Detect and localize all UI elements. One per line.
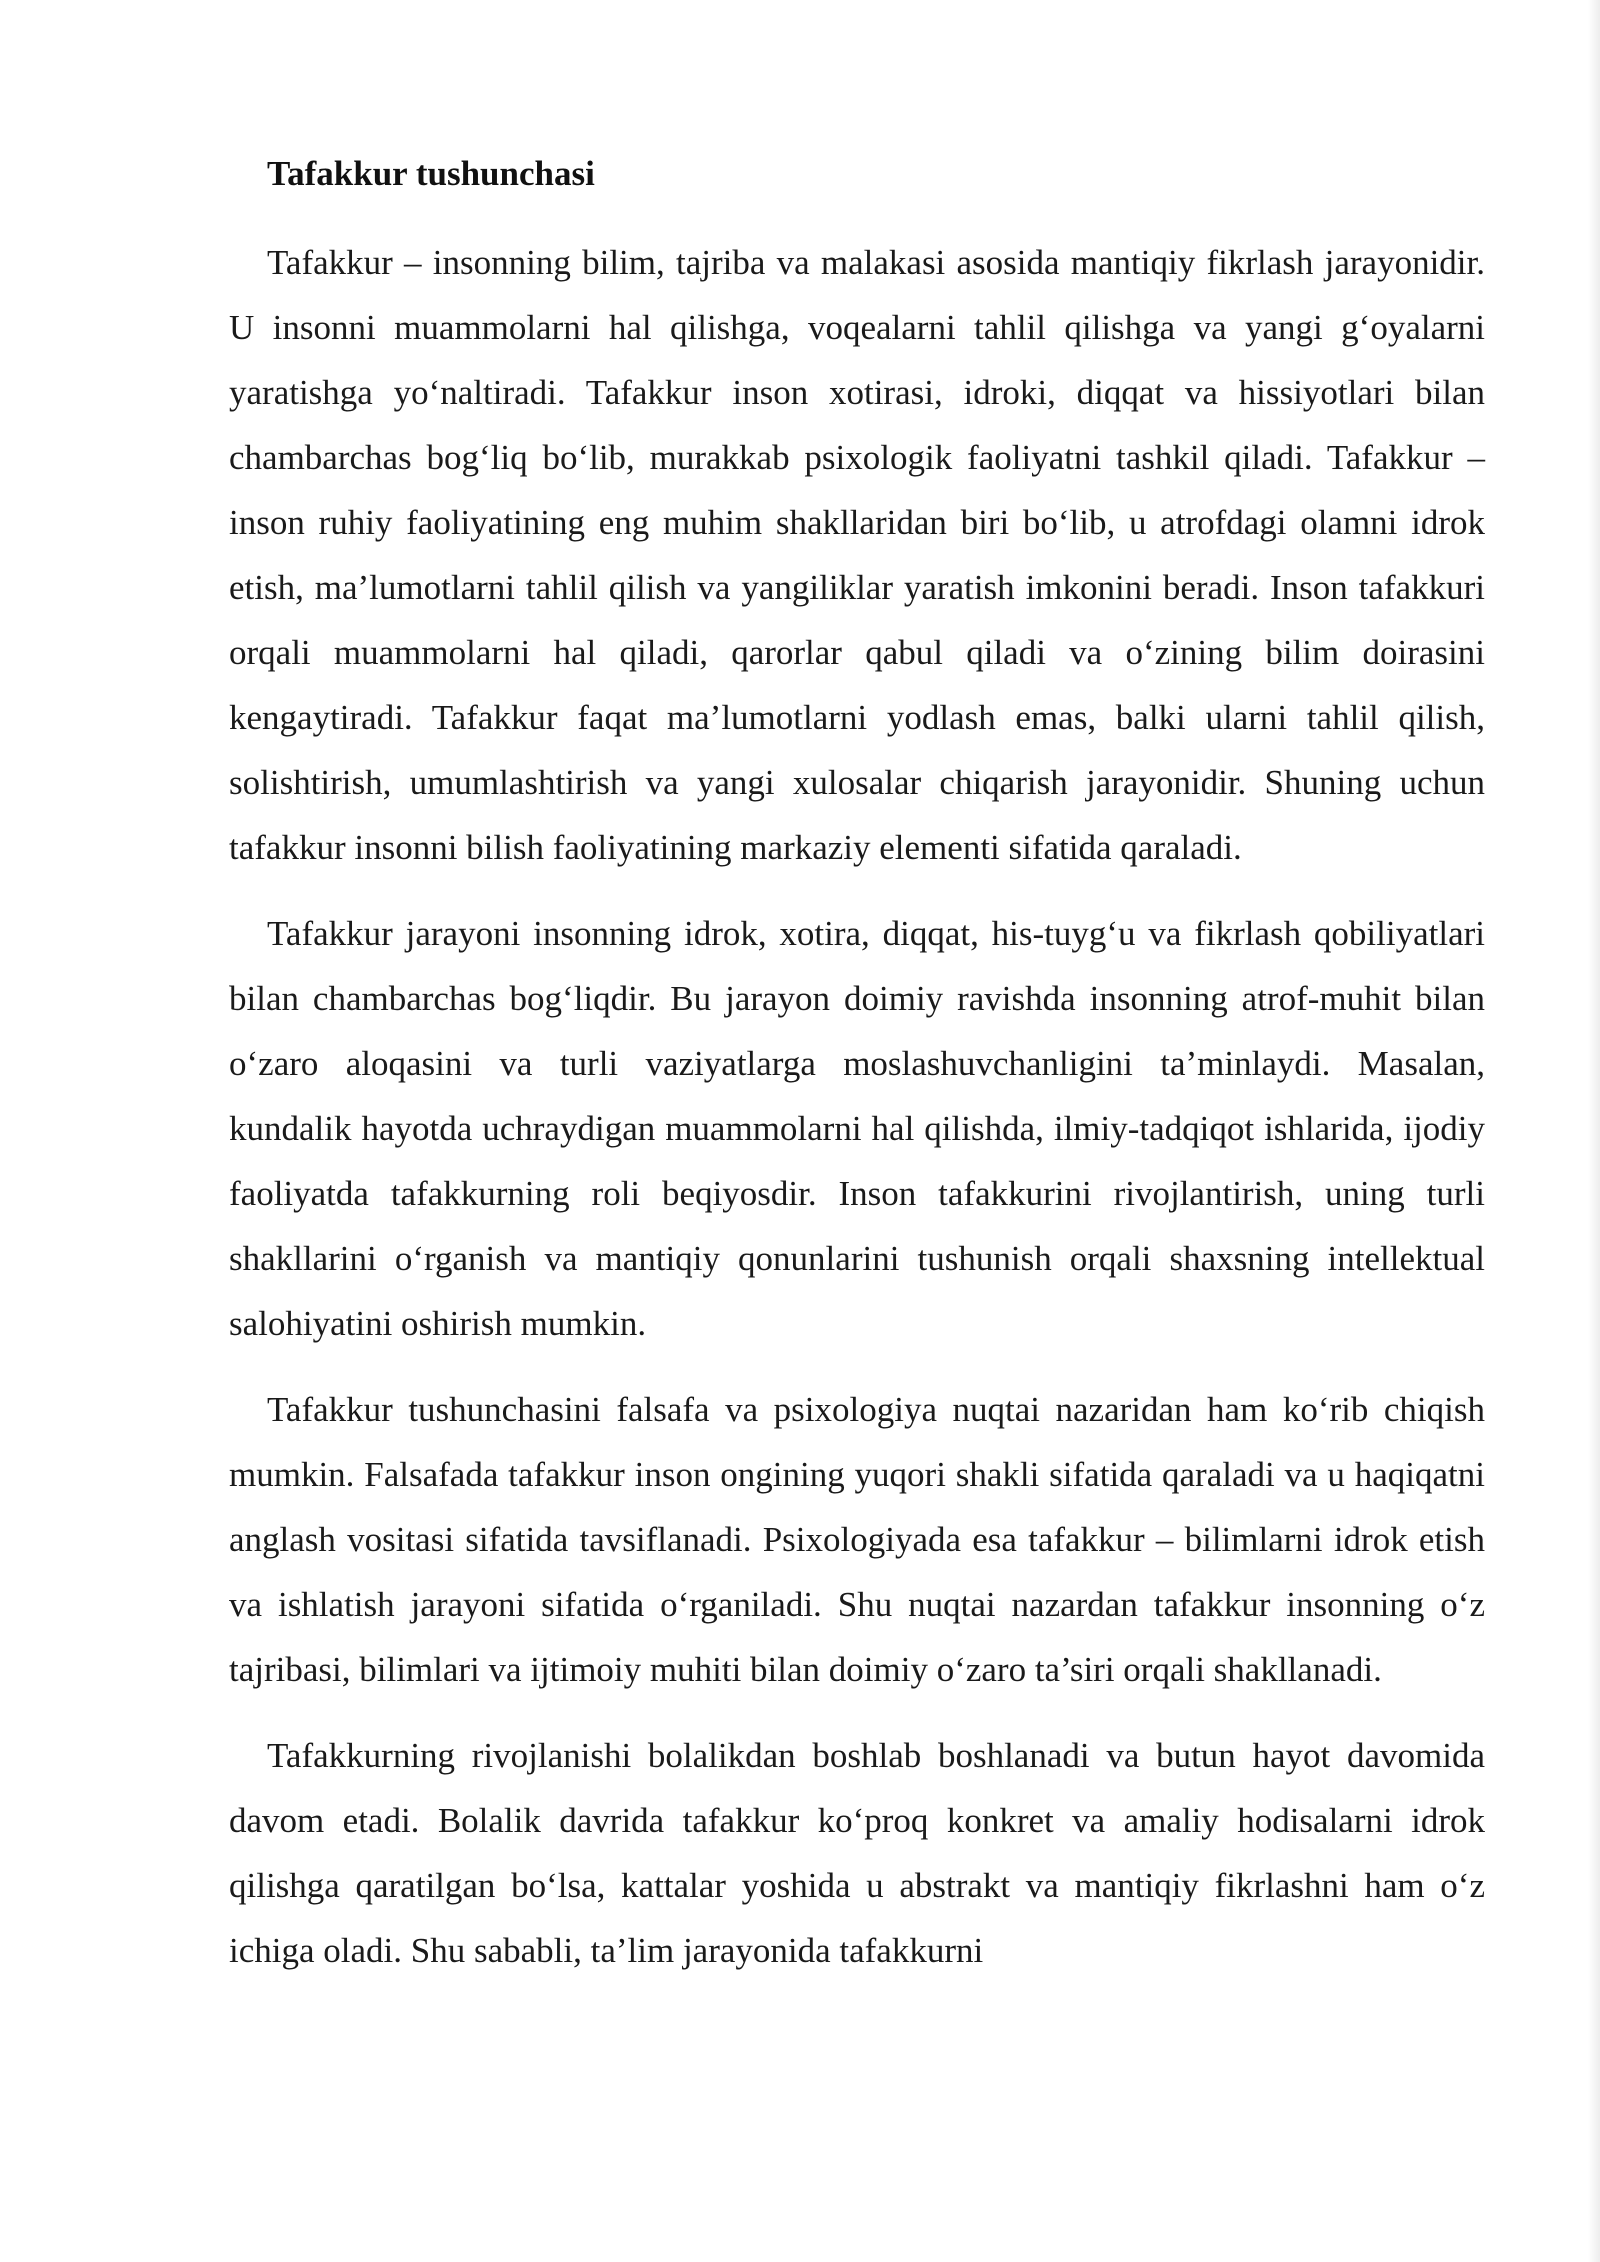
paragraph-definition: Tafakkur – insonning bilim, tajriba va malakasi asosida mantiqiy fikrlash jarayonidir. U insonni muammolarni hal qilishga, voqealarni tahlil qilishga va yangi g‘oyalarni yaratishga yo‘naltiradi. Tafakkur inson xotirasi, idroki, diqqat va hissiyotlari bilan chambarchas bog‘liq bo‘lib, murakkab psixologik faoliyatni tashkil qiladi. Tafakkur – inson ruhiy faoliyatining eng muhim shakllaridan biri bo‘lib, u atrofdagi olamni idrok etish, ma’lumotlarni tahlil qilish va yangiliklar yaratish imkonini beradi. Inson tafakkuri orqali muammolarni hal qiladi, qarorlar qabul qiladi va o‘zining bilim doirasini kengaytiradi. Tafakkur faqat ma’lumotlarni yodlash emas, balki ularni tahlil qilish, solishtirish, umumlashtirish va yangi xulosalar chiqarish jarayonidir. Shuning uchun tafakkur insonni bilish faoliyatining markaziy elementi sifatida qaraladi.	[229, 243, 1485, 867]
section-heading: Tafakkur tushunchasi	[267, 154, 595, 193]
page-edge-shadow	[1588, 0, 1600, 2262]
paragraph-development: Tafakkurning rivojlanishi bolalikdan boshlab boshlanadi va butun hayot davomida davom etadi. Bolalik davrida tafakkur ko‘proq konkret va amaliy hodisalarni idrok qilishga qaratilgan bo‘lsa, kattalar yoshida u abstrakt va mantiqiy fikrlashni ham o‘z ichiga oladi. Shu sababli, ta’lim jarayonida tafakkurni	[229, 1736, 1485, 1970]
paragraph-process: Tafakkur jarayoni insonning idrok, xotira, diqqat, his-tuyg‘u va fikrlash qobiliyatlari bilan chambarchas bog‘liqdir. Bu jarayon doimiy ravishda insonning atrof-muhit bilan o‘zaro aloqasini va turli vaziyatlarga moslashuvchanligini ta’minlaydi. Masalan, kundalik hayotda uchraydigan muammolarni hal qilishda, ilmiy-tadqiqot ishlarida, ijodiy faoliyatda tafakkurning roli beqiyosdir. Inson tafakkurini rivojlantirish, uning turli shakllarini o‘rganish va mantiqiy qonunlarini tushunish orqali shaxsning intellektual salohiyatini oshirish mumkin.	[229, 914, 1485, 1343]
document-body	[229, 148, 1485, 2004]
paragraph-philosophy-psychology: Tafakkur tushunchasini falsafa va psixologiya nuqtai nazaridan ham ko‘rib chiqish mumkin. Falsafada tafakkur inson ongining yuqori shakli sifatida qaraladi va u haqiqatni anglash vositasi sifatida tavsiflanadi. Psixologiyada esa tafakkur – bilimlarni idrok etish va ishlatish jarayoni sifatida o‘rganiladi. Shu nuqtai nazardan tafakkur insonning o‘z tajribasi, bilimlari va ijtimoiy muhiti bilan doimiy o‘zaro ta’siri orqali shakllanadi.	[229, 1390, 1485, 1689]
